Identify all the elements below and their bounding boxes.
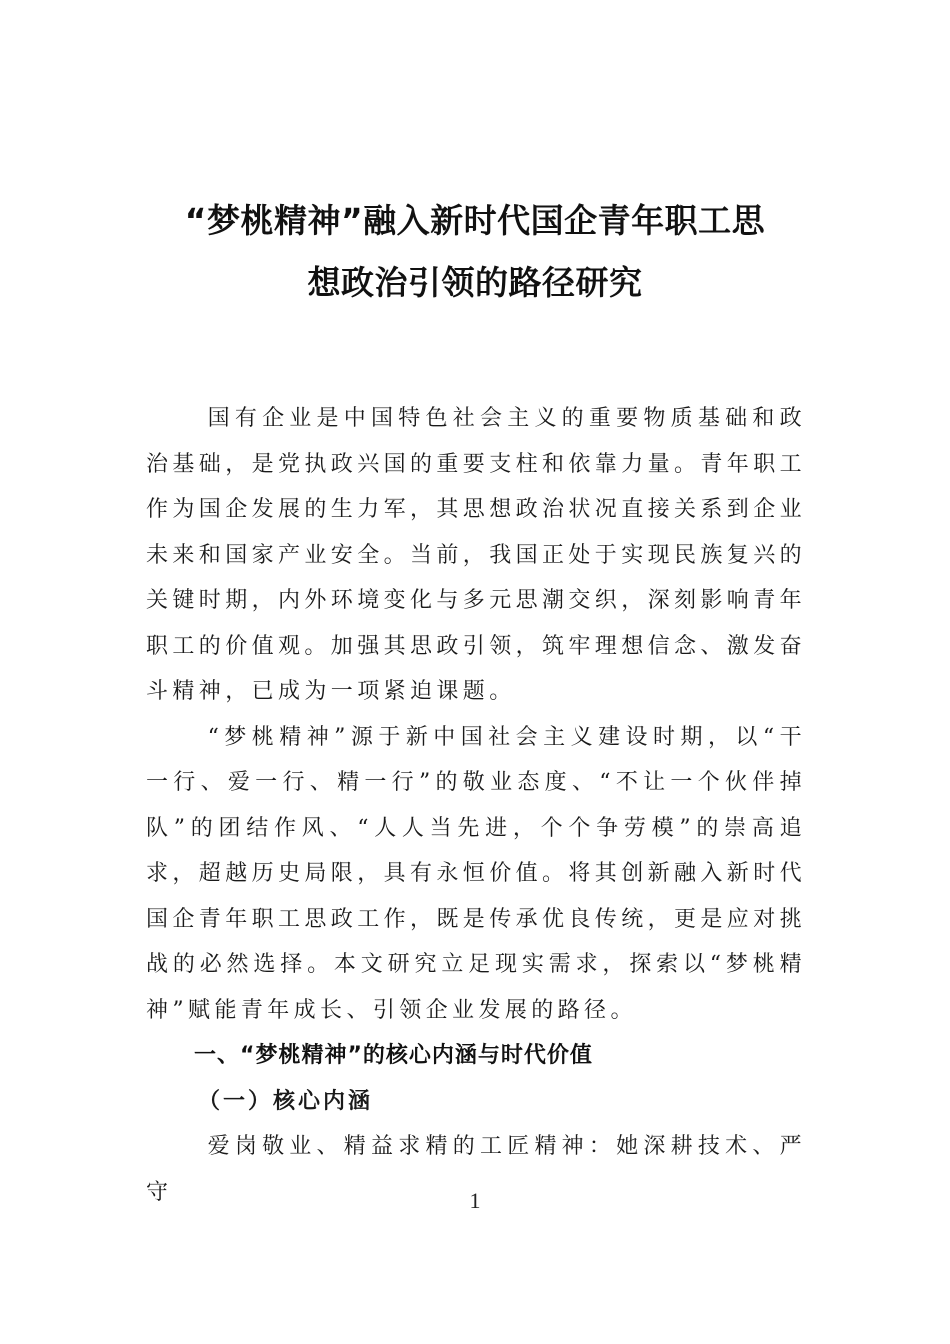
document-title-line-1: “梦桃精神”融入新时代国企青年职工思 (184, 201, 766, 240)
document-title (130, 190, 820, 314)
page-number: 1 (469, 1188, 481, 1213)
document-body (146, 396, 806, 1215)
section-paragraph: 爱岗敬业、精益求精的工匠精神：她深耕技术、严守 (146, 1134, 806, 1205)
section-heading: 一、“梦桃精神”的核心内涵与时代价值 (194, 1043, 593, 1068)
document-title-line-2: 想政治引领的路径研究 (307, 263, 643, 302)
intro-paragraph-2: “梦桃精神”源于新中国社会主义建设时期，以“干一行、爱一行、精一行”的敬业态度、“不让一个伙伴掉队”的团结作风、“人人当先进，个个争劳模”的崇高追求，超越历史局限，具有永恒价值。将其创新融入新时代国企青年职工思政工作，既是传承优良传统，更是应对挑战的必然选择。本文研究立足现实需求，探索以“梦桃精神”赋能青年成长、引领企业发展的路径。 (146, 724, 807, 1023)
intro-paragraph-1: 国有企业是中国特色社会主义的重要物质基础和政治基础，是党执政兴国的重要支柱和依靠力量。青年职工作为国企发展的生力军，其思想政治状况直接关系到企业未来和国家产业安全。当前，我国正处于实现民族复兴的关键时期，内外环境变化与多元思潮交织，深刻影响青年职工的价值观。加强其思政引领，筑牢理想信念、激发奋斗精神，已成为一项紧迫课题。 (146, 406, 807, 704)
subsection-heading: （一）核心内涵 (198, 1087, 374, 1114)
